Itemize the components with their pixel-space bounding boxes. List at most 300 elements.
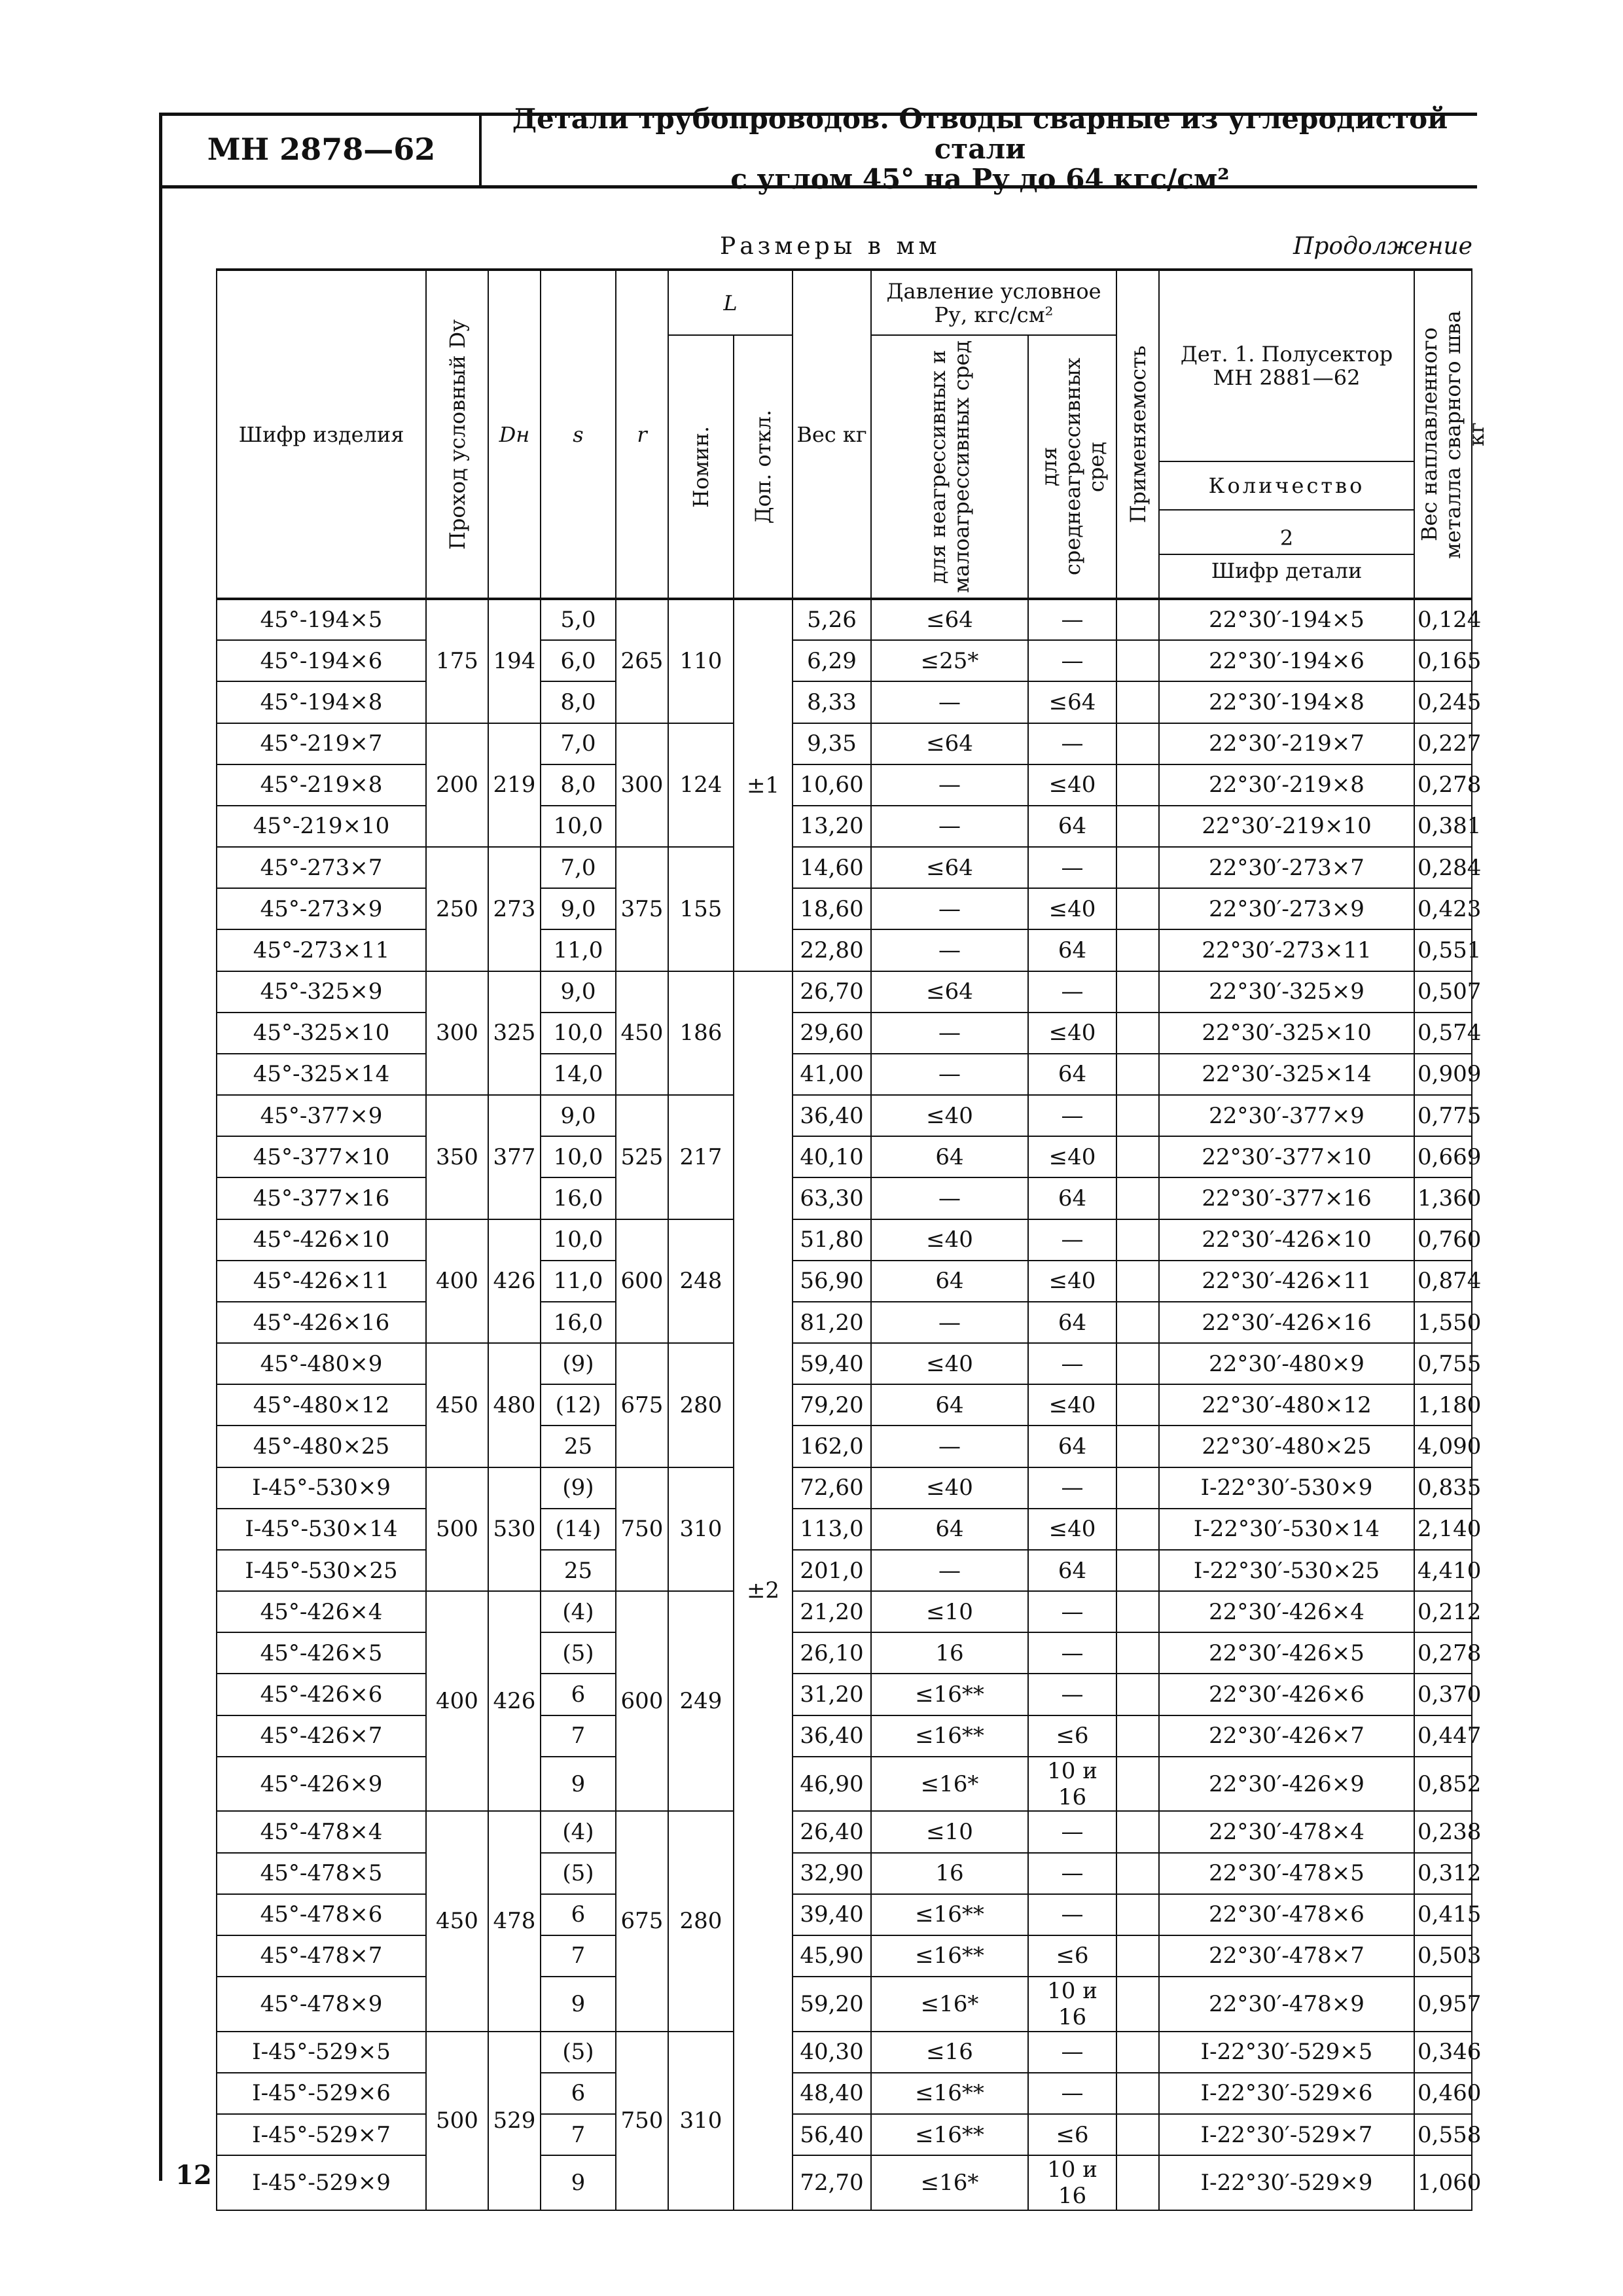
cell-pressure-b: — bbox=[1028, 2032, 1116, 2073]
cell-applicability bbox=[1116, 640, 1159, 681]
cell-s: 16,0 bbox=[541, 1177, 616, 1219]
cell-pressure-b: ≤40 bbox=[1028, 1136, 1116, 1177]
cell-s: 8,0 bbox=[541, 764, 616, 806]
cell-weld: 0,346 bbox=[1414, 2032, 1472, 2073]
cell-cipher: 45°-194×5 bbox=[217, 599, 426, 640]
cell-weight: 21,20 bbox=[793, 1591, 871, 1632]
cell-cipher: 45°-426×11 bbox=[217, 1261, 426, 1302]
cell-pressure-a: ≤10 bbox=[871, 1591, 1028, 1632]
cell-weld: 0,852 bbox=[1414, 1757, 1472, 1812]
cell-L-nom: 124 bbox=[668, 723, 734, 848]
cell-pressure-b: 10 и 16 bbox=[1028, 1977, 1116, 2032]
col-L-tol: Доп. откл. bbox=[734, 335, 793, 599]
cell-weight: 56,90 bbox=[793, 1261, 871, 1302]
cell-weight: 8,33 bbox=[793, 681, 871, 723]
cell-detail-cipher: 22°30′-377×10 bbox=[1159, 1136, 1414, 1177]
cell-r: 600 bbox=[616, 1591, 668, 1811]
cell-cipher: 45°-273×11 bbox=[217, 929, 426, 971]
cell-detail-cipher: I-22°30′-530×14 bbox=[1159, 1509, 1414, 1550]
parts-table bbox=[216, 268, 1489, 2211]
cell-detail-cipher: 22°30′-273×9 bbox=[1159, 888, 1414, 929]
cell-s: 11,0 bbox=[541, 929, 616, 971]
cell-pressure-b: 64 bbox=[1028, 1426, 1116, 1467]
cell-s: 9,0 bbox=[541, 888, 616, 929]
cell-L-nom: 155 bbox=[668, 847, 734, 971]
table-row bbox=[217, 806, 1472, 847]
table-row bbox=[217, 929, 1472, 971]
cell-detail-cipher: 22°30′-480×9 bbox=[1159, 1343, 1414, 1384]
cell-applicability bbox=[1116, 1757, 1159, 1812]
cell-weld: 0,238 bbox=[1414, 1811, 1472, 1852]
cell-weld: 0,312 bbox=[1414, 1853, 1472, 1894]
cell-cipher: 45°-480×25 bbox=[217, 1426, 426, 1467]
cell-weld: 4,410 bbox=[1414, 1550, 1472, 1591]
table-row bbox=[217, 1632, 1472, 1674]
cell-weight: 72,70 bbox=[793, 2155, 871, 2210]
cell-applicability bbox=[1116, 1894, 1159, 1935]
cell-pressure-a: ≤25* bbox=[871, 640, 1028, 681]
cell-dy: 450 bbox=[426, 1811, 488, 2031]
cell-L-nom: 248 bbox=[668, 1219, 734, 1344]
standard-code: МН 2878—62 bbox=[207, 131, 436, 167]
cell-detail-cipher: 22°30′-478×7 bbox=[1159, 1935, 1414, 1977]
cell-cipher: 45°-194×6 bbox=[217, 640, 426, 681]
cell-weight: 72,60 bbox=[793, 1467, 871, 1509]
cell-weld: 0,370 bbox=[1414, 1674, 1472, 1715]
cell-weld: 0,574 bbox=[1414, 1013, 1472, 1054]
cell-detail-cipher: 22°30′-377×16 bbox=[1159, 1177, 1414, 1219]
cell-detail-cipher: I-22°30′-529×6 bbox=[1159, 2073, 1414, 2114]
cell-dy: 500 bbox=[426, 1467, 488, 1592]
cell-pressure-b: ≤40 bbox=[1028, 1013, 1116, 1054]
cell-pressure-b: 64 bbox=[1028, 1177, 1116, 1219]
cell-dy: 250 bbox=[426, 847, 488, 971]
cell-dy: 175 bbox=[426, 599, 488, 723]
table-row bbox=[217, 847, 1472, 888]
cell-detail-cipher: 22°30′-480×12 bbox=[1159, 1384, 1414, 1426]
cell-applicability bbox=[1116, 1632, 1159, 1674]
title-line-1: Детали трубопроводов. Отводы сварные из углеродистой стали bbox=[512, 102, 1448, 165]
table-row bbox=[217, 1343, 1472, 1384]
cell-r: 375 bbox=[616, 847, 668, 971]
cell-dn: 530 bbox=[488, 1467, 541, 1592]
col-cipher: Шифр изделия bbox=[217, 270, 426, 599]
cell-pressure-b: ≤6 bbox=[1028, 1715, 1116, 1757]
cell-s: 14,0 bbox=[541, 1054, 616, 1095]
cell-weld: 0,284 bbox=[1414, 847, 1472, 888]
cell-pressure-b: — bbox=[1028, 640, 1116, 681]
table-row bbox=[217, 1219, 1472, 1261]
cell-applicability bbox=[1116, 1219, 1159, 1261]
cell-weight: 18,60 bbox=[793, 888, 871, 929]
cell-weight: 22,80 bbox=[793, 929, 871, 971]
cell-weld: 0,558 bbox=[1414, 2114, 1472, 2155]
cell-weld: 0,755 bbox=[1414, 1343, 1472, 1384]
cell-weld: 1,550 bbox=[1414, 1302, 1472, 1343]
cell-s: (9) bbox=[541, 1467, 616, 1509]
cell-dy: 450 bbox=[426, 1343, 488, 1467]
cell-s: 7 bbox=[541, 2114, 616, 2155]
col-quantity: Количество bbox=[1159, 461, 1414, 511]
cell-dy: 200 bbox=[426, 723, 488, 848]
cell-pressure-b: — bbox=[1028, 1591, 1116, 1632]
cell-applicability bbox=[1116, 599, 1159, 640]
cell-pressure-a: ≤16** bbox=[871, 1935, 1028, 1977]
cell-L-nom: 249 bbox=[668, 1591, 734, 1811]
cell-cipher: 45°-478×5 bbox=[217, 1853, 426, 1894]
cell-detail-cipher: 22°30′-480×25 bbox=[1159, 1426, 1414, 1467]
cell-weight: 59,40 bbox=[793, 1343, 871, 1384]
cell-detail-cipher: 22°30′-478×9 bbox=[1159, 1977, 1414, 2032]
cell-s: 9 bbox=[541, 2155, 616, 2210]
cell-weld: 0,278 bbox=[1414, 1632, 1472, 1674]
cell-detail-cipher: 22°30′-325×10 bbox=[1159, 1013, 1414, 1054]
cell-pressure-b: 64 bbox=[1028, 806, 1116, 847]
cell-weight: 59,20 bbox=[793, 1977, 871, 2032]
cell-dn: 273 bbox=[488, 847, 541, 971]
cell-weight: 46,90 bbox=[793, 1757, 871, 1812]
cell-s: 6 bbox=[541, 2073, 616, 2114]
cell-weight: 79,20 bbox=[793, 1384, 871, 1426]
cell-pressure-a: ≤40 bbox=[871, 1343, 1028, 1384]
table-row bbox=[217, 1177, 1472, 1219]
cell-dn: 325 bbox=[488, 971, 541, 1096]
col-detail-cipher bbox=[1159, 510, 1414, 599]
cell-applicability bbox=[1116, 806, 1159, 847]
cell-detail-cipher: 22°30′-194×5 bbox=[1159, 599, 1414, 640]
cell-pressure-a: ≤40 bbox=[871, 1219, 1028, 1261]
cell-detail-cipher: 22°30′-426×6 bbox=[1159, 1674, 1414, 1715]
cell-applicability bbox=[1116, 888, 1159, 929]
cell-cipher: 45°-426×4 bbox=[217, 1591, 426, 1632]
cell-weight: 29,60 bbox=[793, 1013, 871, 1054]
cell-pressure-b: — bbox=[1028, 723, 1116, 764]
cell-pressure-b: ≤40 bbox=[1028, 1261, 1116, 1302]
cell-cipher: 45°-480×9 bbox=[217, 1343, 426, 1384]
cell-s: 10,0 bbox=[541, 1219, 616, 1261]
cell-detail-cipher: I-22°30′-530×25 bbox=[1159, 1550, 1414, 1591]
table-row bbox=[217, 1261, 1472, 1302]
cell-applicability bbox=[1116, 1715, 1159, 1757]
cell-applicability bbox=[1116, 2073, 1159, 2114]
cell-weld: 0,278 bbox=[1414, 764, 1472, 806]
cell-weld: 0,775 bbox=[1414, 1095, 1472, 1136]
cell-s: 11,0 bbox=[541, 1261, 616, 1302]
cell-applicability bbox=[1116, 1853, 1159, 1894]
cell-s: 9,0 bbox=[541, 1095, 616, 1136]
table-row bbox=[217, 1095, 1472, 1136]
cell-pressure-a: 16 bbox=[871, 1853, 1028, 1894]
cell-weight: 26,10 bbox=[793, 1632, 871, 1674]
table-row bbox=[217, 1384, 1472, 1426]
cell-detail-cipher: 22°30′-325×14 bbox=[1159, 1054, 1414, 1095]
table-row bbox=[217, 2032, 1472, 2073]
cell-weight: 31,20 bbox=[793, 1674, 871, 1715]
cell-weld: 0,669 bbox=[1414, 1136, 1472, 1177]
cell-applicability bbox=[1116, 1426, 1159, 1467]
cell-pressure-a: — bbox=[871, 764, 1028, 806]
cell-detail-cipher: 22°30′-426×7 bbox=[1159, 1715, 1414, 1757]
cell-applicability bbox=[1116, 1591, 1159, 1632]
table-body bbox=[217, 599, 1482, 2210]
cell-pressure-a: ≤64 bbox=[871, 599, 1028, 640]
cell-pressure-b: ≤6 bbox=[1028, 1935, 1116, 1977]
cell-s: (12) bbox=[541, 1384, 616, 1426]
cell-applicability bbox=[1116, 971, 1159, 1013]
cell-weld: 0,551 bbox=[1414, 929, 1472, 971]
cell-cipher: 45°-426×5 bbox=[217, 1632, 426, 1674]
cell-pressure-a: ≤40 bbox=[871, 1095, 1028, 1136]
cell-pressure-b: — bbox=[1028, 1853, 1116, 1894]
cell-cipher: 45°-426×9 bbox=[217, 1757, 426, 1812]
cell-s: 25 bbox=[541, 1426, 616, 1467]
table-row bbox=[217, 1977, 1472, 2032]
cell-weight: 36,40 bbox=[793, 1095, 871, 1136]
cell-pressure-b: ≤6 bbox=[1028, 2114, 1116, 2155]
cell-L-nom: 110 bbox=[668, 599, 734, 723]
table-row bbox=[217, 1591, 1472, 1632]
cell-applicability bbox=[1116, 1509, 1159, 1550]
cell-applicability bbox=[1116, 1095, 1159, 1136]
col-detail: Дет. 1. Полусектор МН 2881—62 bbox=[1159, 270, 1414, 461]
cell-pressure-b: 64 bbox=[1028, 1302, 1116, 1343]
table-row bbox=[217, 2073, 1472, 2114]
cell-r: 300 bbox=[616, 723, 668, 848]
cell-pressure-b: — bbox=[1028, 1811, 1116, 1852]
cell-pressure-b: 64 bbox=[1028, 1054, 1116, 1095]
cell-weight: 48,40 bbox=[793, 2073, 871, 2114]
cell-pressure-b: 10 и 16 bbox=[1028, 1757, 1116, 1812]
cell-s: 25 bbox=[541, 1550, 616, 1591]
cell-cipher: 45°-377×10 bbox=[217, 1136, 426, 1177]
cell-weld: 2,140 bbox=[1414, 1509, 1472, 1550]
col-pressure: Давление условное Pу, кгс/см² bbox=[871, 270, 1116, 335]
cell-s: 7,0 bbox=[541, 847, 616, 888]
table-row bbox=[217, 888, 1472, 929]
cell-weld: 0,423 bbox=[1414, 888, 1472, 929]
table-row bbox=[217, 1302, 1472, 1343]
col-s: s bbox=[541, 270, 616, 599]
cell-s: (4) bbox=[541, 1811, 616, 1852]
cell-applicability bbox=[1116, 1302, 1159, 1343]
cell-applicability bbox=[1116, 847, 1159, 888]
table-row bbox=[217, 640, 1472, 681]
cell-weight: 39,40 bbox=[793, 1894, 871, 1935]
table-row bbox=[217, 1811, 1472, 1852]
cell-cipher: 45°-219×10 bbox=[217, 806, 426, 847]
cell-cipher: 45°-478×4 bbox=[217, 1811, 426, 1852]
cell-pressure-a: — bbox=[871, 1302, 1028, 1343]
cell-s: 16,0 bbox=[541, 1302, 616, 1343]
cell-applicability bbox=[1116, 681, 1159, 723]
cell-s: 9 bbox=[541, 1757, 616, 1812]
cell-pressure-a: 64 bbox=[871, 1261, 1028, 1302]
cell-r: 600 bbox=[616, 1219, 668, 1344]
cell-pressure-a: — bbox=[871, 929, 1028, 971]
cell-applicability bbox=[1116, 1550, 1159, 1591]
cell-cipher: I-45°-530×14 bbox=[217, 1509, 426, 1550]
cell-dy: 400 bbox=[426, 1219, 488, 1344]
cell-dy: 350 bbox=[426, 1095, 488, 1219]
cell-r: 265 bbox=[616, 599, 668, 723]
table-row bbox=[217, 1550, 1472, 1591]
cell-detail-cipher: 22°30′-426×5 bbox=[1159, 1632, 1414, 1674]
col-dy: Проход условный Dу bbox=[426, 270, 488, 599]
cell-weight: 81,20 bbox=[793, 1302, 871, 1343]
cell-pressure-a: 64 bbox=[871, 1136, 1028, 1177]
cell-weight: 26,70 bbox=[793, 971, 871, 1013]
cell-dn: 194 bbox=[488, 599, 541, 723]
cell-s: 7 bbox=[541, 1935, 616, 1977]
header-divider bbox=[479, 113, 482, 188]
cell-weld: 0,957 bbox=[1414, 1977, 1472, 2032]
cell-cipher: 45°-377×9 bbox=[217, 1095, 426, 1136]
cell-dy: 400 bbox=[426, 1591, 488, 1811]
cell-pressure-a: — bbox=[871, 1177, 1028, 1219]
cell-L-nom: 186 bbox=[668, 971, 734, 1096]
table-row bbox=[217, 1894, 1472, 1935]
cell-weld: 0,415 bbox=[1414, 1894, 1472, 1935]
col-dn: Dн bbox=[488, 270, 541, 599]
cell-applicability bbox=[1116, 1054, 1159, 1095]
cell-dn: 480 bbox=[488, 1343, 541, 1467]
table-row bbox=[217, 681, 1472, 723]
cell-cipher: 45°-273×7 bbox=[217, 847, 426, 888]
cell-dy: 500 bbox=[426, 2032, 488, 2210]
cell-L-tol: ±2 bbox=[734, 971, 793, 2210]
units-note: Размеры в мм bbox=[720, 233, 941, 260]
cell-detail-cipher: 22°30′-426×10 bbox=[1159, 1219, 1414, 1261]
cell-weld: 0,874 bbox=[1414, 1261, 1472, 1302]
cell-weld: 1,360 bbox=[1414, 1177, 1472, 1219]
table-row bbox=[217, 1853, 1472, 1894]
cell-weight: 40,30 bbox=[793, 2032, 871, 2073]
cell-r: 450 bbox=[616, 971, 668, 1096]
cell-pressure-b: — bbox=[1028, 599, 1116, 640]
col-L-nom: Номин. bbox=[668, 335, 734, 599]
cell-L-nom: 217 bbox=[668, 1095, 734, 1219]
table-head bbox=[217, 270, 1489, 599]
cell-pressure-a: — bbox=[871, 681, 1028, 723]
table-row bbox=[217, 1509, 1472, 1550]
cell-applicability bbox=[1116, 764, 1159, 806]
cell-applicability bbox=[1116, 2114, 1159, 2155]
col-L: L bbox=[668, 270, 793, 335]
cell-weight: 36,40 bbox=[793, 1715, 871, 1757]
sub-header bbox=[216, 229, 1472, 268]
cell-detail-cipher: 22°30′-273×11 bbox=[1159, 929, 1414, 971]
cell-pressure-a: ≤16* bbox=[871, 1757, 1028, 1812]
cell-L-nom: 280 bbox=[668, 1811, 734, 2031]
cell-weight: 113,0 bbox=[793, 1509, 871, 1550]
col-applicability: Применяемость bbox=[1116, 270, 1159, 599]
cell-weight: 14,60 bbox=[793, 847, 871, 888]
cell-dn: 529 bbox=[488, 2032, 541, 2210]
cell-s: (5) bbox=[541, 1632, 616, 1674]
cell-s: 10,0 bbox=[541, 1136, 616, 1177]
cell-weld: 0,503 bbox=[1414, 1935, 1472, 1977]
cell-applicability bbox=[1116, 2032, 1159, 2073]
cell-weight: 9,35 bbox=[793, 723, 871, 764]
cell-s: 9 bbox=[541, 1977, 616, 2032]
cell-detail-cipher: 22°30′-194×6 bbox=[1159, 640, 1414, 681]
cell-detail-cipher: I-22°30′-529×9 bbox=[1159, 2155, 1414, 2210]
cell-r: 525 bbox=[616, 1095, 668, 1219]
cell-pressure-b: — bbox=[1028, 971, 1116, 1013]
cell-weight: 10,60 bbox=[793, 764, 871, 806]
cell-s: (4) bbox=[541, 1591, 616, 1632]
cell-weld: 1,180 bbox=[1414, 1384, 1472, 1426]
cell-weld: 0,835 bbox=[1414, 1467, 1472, 1509]
cell-s: 6,0 bbox=[541, 640, 616, 681]
col-weld: Вес наплавленного металла сварного шва кг bbox=[1414, 270, 1472, 599]
cell-weld: 0,760 bbox=[1414, 1219, 1472, 1261]
cell-pressure-a: ≤10 bbox=[871, 1811, 1028, 1852]
cell-cipher: 45°-325×14 bbox=[217, 1054, 426, 1095]
table-row bbox=[217, 1674, 1472, 1715]
cell-detail-cipher: 22°30′-426×9 bbox=[1159, 1757, 1414, 1812]
table-row bbox=[217, 1715, 1472, 1757]
cell-s: 9,0 bbox=[541, 971, 616, 1013]
cell-dn: 377 bbox=[488, 1095, 541, 1219]
cell-applicability bbox=[1116, 723, 1159, 764]
cell-s: 5,0 bbox=[541, 599, 616, 640]
cell-r: 750 bbox=[616, 2032, 668, 2210]
cell-detail-cipher: 22°30′-194×8 bbox=[1159, 681, 1414, 723]
cell-weight: 56,40 bbox=[793, 2114, 871, 2155]
cell-s: 6 bbox=[541, 1894, 616, 1935]
cell-weld: 0,124 bbox=[1414, 599, 1472, 640]
cell-pressure-b: 64 bbox=[1028, 929, 1116, 971]
cell-detail-cipher: I-22°30′-529×5 bbox=[1159, 2032, 1414, 2073]
table-row bbox=[217, 1757, 1472, 1812]
col-weight: Вес кг bbox=[793, 270, 871, 599]
page-number: 12 bbox=[175, 2160, 212, 2191]
cell-dy: 300 bbox=[426, 971, 488, 1096]
cell-pressure-a: — bbox=[871, 1426, 1028, 1467]
cell-cipher: 45°-194×8 bbox=[217, 681, 426, 723]
cell-pressure-a: ≤16** bbox=[871, 1715, 1028, 1757]
cell-L-nom: 310 bbox=[668, 2032, 734, 2210]
col-pressure-b: для среднеагрессивных сред bbox=[1028, 335, 1116, 599]
cell-weight: 5,26 bbox=[793, 599, 871, 640]
cell-pressure-a: — bbox=[871, 888, 1028, 929]
cell-pressure-b: — bbox=[1028, 847, 1116, 888]
col-pressure-a: для неагрессивных и малоагрессивных сред bbox=[871, 335, 1028, 599]
cell-applicability bbox=[1116, 2155, 1159, 2210]
cell-pressure-a: 16 bbox=[871, 1632, 1028, 1674]
cell-applicability bbox=[1116, 1261, 1159, 1302]
cell-dn: 219 bbox=[488, 723, 541, 848]
cell-weight: 201,0 bbox=[793, 1550, 871, 1591]
quantity-value: 2 bbox=[1160, 526, 1414, 555]
cell-detail-cipher: I-22°30′-530×9 bbox=[1159, 1467, 1414, 1509]
cell-pressure-b: 10 и 16 bbox=[1028, 2155, 1116, 2210]
cell-detail-cipher: 22°30′-426×4 bbox=[1159, 1591, 1414, 1632]
cell-pressure-b: ≤40 bbox=[1028, 1509, 1116, 1550]
table-row bbox=[217, 764, 1472, 806]
table-row bbox=[217, 599, 1472, 640]
cell-r: 675 bbox=[616, 1343, 668, 1467]
cell-dn: 426 bbox=[488, 1591, 541, 1811]
cell-applicability bbox=[1116, 1467, 1159, 1509]
cell-pressure-a: ≤16* bbox=[871, 2155, 1028, 2210]
cell-cipher: 45°-426×7 bbox=[217, 1715, 426, 1757]
cell-cipher: I-45°-529×9 bbox=[217, 2155, 426, 2210]
table-row bbox=[217, 1054, 1472, 1095]
cell-pressure-a: — bbox=[871, 1550, 1028, 1591]
cell-weight: 51,80 bbox=[793, 1219, 871, 1261]
